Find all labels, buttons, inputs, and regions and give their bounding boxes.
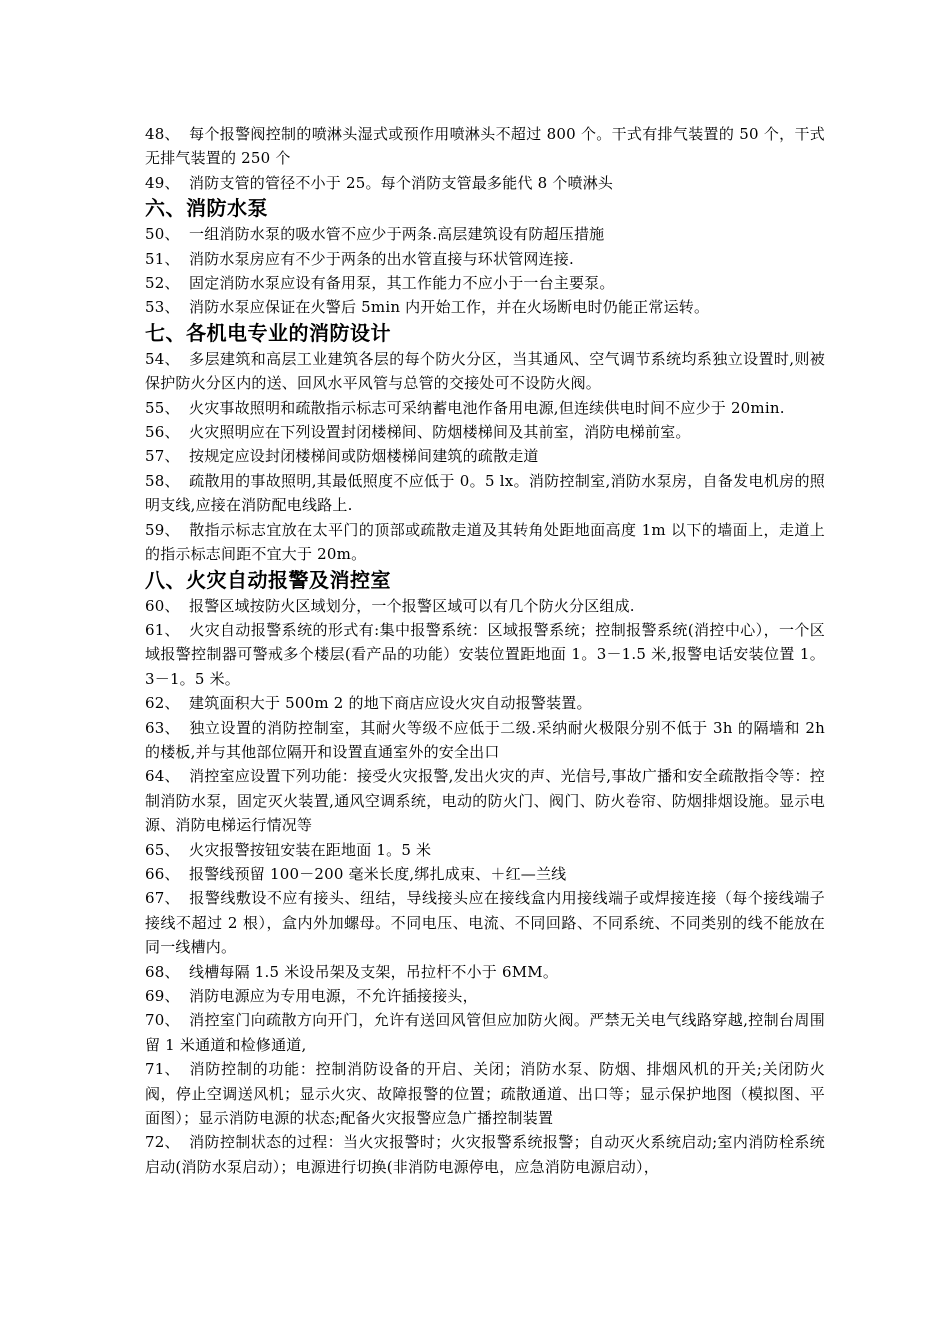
numbered-item	[145, 518, 825, 567]
item-text: 报警线敷设不应有接头、纽结，导线接头应在接线盒内用接线端子或焊接连接（每个接线端子接线不超过 2 根），盒内外加螺母。不同电压、电流、不同回路、不同系统、不同类别的线不能放在同一线槽内。	[145, 889, 825, 957]
item-text: 消控室应设置下列功能：接受火灾报警,发出火灾的声、光信号,事故广播和安全疏散指令等：控制消防水泵，固定灭火装置,通风空调系统，电动的防火门、阀门、防火卷帘、防烟排烟设施。显示电源、消防电梯运行情况等	[145, 767, 825, 835]
numbered-item	[145, 691, 825, 715]
item-text: 消控室门向疏散方向开门，允许有送回风管但应加防火阀。严禁无关电气线路穿越,控制台周围留 1 米通道和检修通道,	[145, 1011, 825, 1054]
item-number: 62、	[145, 694, 180, 713]
item-text: 火灾自动报警系统的形式有:集中报警系统：区域报警系统；控制报警系统(消控中心），一个区域报警控制器可警戒多个楼层(看产品的功能）安装位置距地面 1。3－1.5 米,报警电话安装位置 1。3－1。5 米。	[145, 620, 825, 688]
numbered-item	[145, 838, 825, 862]
item-text: 消防电源应为专用电源，不允许插接接头，	[189, 987, 478, 1005]
section-heading: 八、火灾自动报警及消控室	[145, 567, 391, 592]
item-number: 53、	[145, 298, 180, 317]
document-page	[145, 122, 825, 1179]
item-number: 56、	[145, 423, 180, 442]
item-number: 64、	[145, 767, 180, 786]
item-text: 一组消防水泵的吸水管不应少于两条.高层建筑设有防超压措施	[189, 225, 605, 244]
numbered-item	[145, 295, 825, 319]
item-text: 多层建筑和高层工业建筑各层的每个防火分区，当其通风、空气调节系统均系独立设置时,则被保护防火分区内的送、回风水平风管与总管的交接处可不设防火阀。	[145, 349, 825, 393]
item-text: 独立设置的消防控制室，其耐火等级不应低于二级.采纳耐火极限分别不低于 3h 的隔墙和 2h 的楼板,并与其他部位隔开和设置直通室外的安全出口	[145, 718, 825, 761]
numbered-item	[145, 396, 825, 420]
numbered-item	[145, 716, 825, 765]
item-number: 49、	[145, 173, 180, 192]
numbered-item	[145, 122, 825, 171]
numbered-item	[145, 247, 825, 271]
item-text: 按规定应设封闭楼梯间或防烟楼梯间建筑的疏散走道	[189, 447, 539, 466]
item-number: 52、	[145, 274, 180, 293]
item-text: 线槽每隔 1.5 米设吊架及支架，吊拉杆不小于 6MM。	[189, 962, 559, 981]
item-number: 70、	[145, 1011, 180, 1030]
item-text: 火灾事故照明和疏散指示标志可采纳蓄电池作备用电源,但连续供电时间不应少于 20min.	[189, 398, 785, 417]
numbered-item	[145, 984, 825, 1008]
item-text: 固定消防水泵应设有备用泵，其工作能力不应小于一台主要泵。	[189, 274, 615, 293]
item-text: 每个报警阀控制的喷淋头湿式或预作用喷淋头不超过 800 个。干式有排气装置的 50 个，干式无排气装置的 250 个	[145, 125, 825, 168]
item-text: 报警线预留 100－200 毫米长度,绑扎成束、＋红—兰线	[189, 864, 567, 883]
item-text: 火灾照明应在下列设置封闭楼梯间、防烟楼梯间及其前室，消防电梯前室。	[189, 423, 691, 442]
item-text: 消防支管的管径不小于 25。每个消防支管最多能代 8 个喷淋头	[189, 173, 614, 192]
item-text: 消防水泵应保证在火警后 5min 内开始工作，并在火场断电时仍能正常运转。	[189, 298, 710, 317]
item-number: 51、	[145, 249, 180, 268]
item-text: 散指示标志宜放在太平门的顶部或疏散走道及其转角处距地面高度 1m 以下的墙面上，走道上的指示标志间距不宜大于 20m。	[145, 520, 825, 564]
item-number: 68、	[145, 962, 180, 981]
section-heading: 七、各机电专业的消防设计	[145, 320, 391, 345]
item-number: 55、	[145, 398, 180, 417]
item-number: 60、	[145, 596, 180, 615]
item-number: 61、	[145, 620, 180, 639]
numbered-item	[145, 222, 825, 246]
numbered-item	[145, 347, 825, 396]
numbered-item	[145, 960, 825, 984]
item-number: 54、	[145, 349, 180, 368]
item-text: 消防控制状态的过程：当火灾报警时；火灾报警系统报警；自动灭火系统启动;室内消防栓系统启动(消防水泵启动）；电源进行切换(非消防电源停电，应急消防电源启动），	[145, 1133, 825, 1176]
item-text: 建筑面积大于 500m 2 的地下商店应设火灾自动报警装置。	[189, 694, 592, 713]
numbered-item	[145, 764, 825, 837]
numbered-item	[145, 1130, 825, 1179]
item-number: 72、	[145, 1133, 180, 1152]
item-number: 58、	[145, 471, 180, 490]
item-text: 消防控制的功能：控制消防设备的开启、关闭；消防水泵、防烟、排烟风机的开关;关闭防火阀，停止空调送风机；显示火灾、故障报警的位置；疏散通道、出口等；显示保护地图（模拟图、平面图）；显示消防电源的状态;配备火灾报警应急广播控制装置	[145, 1060, 825, 1128]
item-number: 69、	[145, 987, 180, 1005]
item-number: 71、	[145, 1060, 180, 1079]
section-heading: 六、消防水泵	[145, 196, 268, 221]
item-text: 火灾报警按钮安装在距地面 1。5 米	[189, 840, 432, 859]
numbered-item	[145, 1057, 825, 1130]
numbered-item	[145, 618, 825, 691]
numbered-item	[145, 444, 825, 468]
item-text: 疏散用的事故照明,其最低照度不应低于 0。5 lx。消防控制室,消防水泵房，自备发电机房的照明支线,应接在消防配电线路上.	[145, 471, 825, 515]
numbered-item	[145, 886, 825, 959]
numbered-item	[145, 594, 825, 618]
item-text: 消防水泵房应有不少于两条的出水管直接与环状管网连接.	[189, 249, 574, 268]
numbered-item	[145, 1008, 825, 1057]
numbered-item	[145, 271, 825, 295]
item-number: 65、	[145, 840, 180, 859]
item-number: 48、	[145, 125, 180, 143]
numbered-item	[145, 420, 825, 444]
item-number: 50、	[145, 225, 180, 244]
item-number: 57、	[145, 447, 180, 466]
item-text: 报警区域按防火区域划分，一个报警区域可以有几个防火分区组成.	[189, 596, 635, 615]
item-number: 67、	[145, 889, 180, 908]
item-number: 59、	[145, 520, 180, 539]
numbered-item	[145, 862, 825, 886]
item-number: 66、	[145, 864, 180, 883]
numbered-item	[145, 171, 825, 195]
numbered-item	[145, 469, 825, 518]
item-number: 63、	[145, 718, 180, 737]
